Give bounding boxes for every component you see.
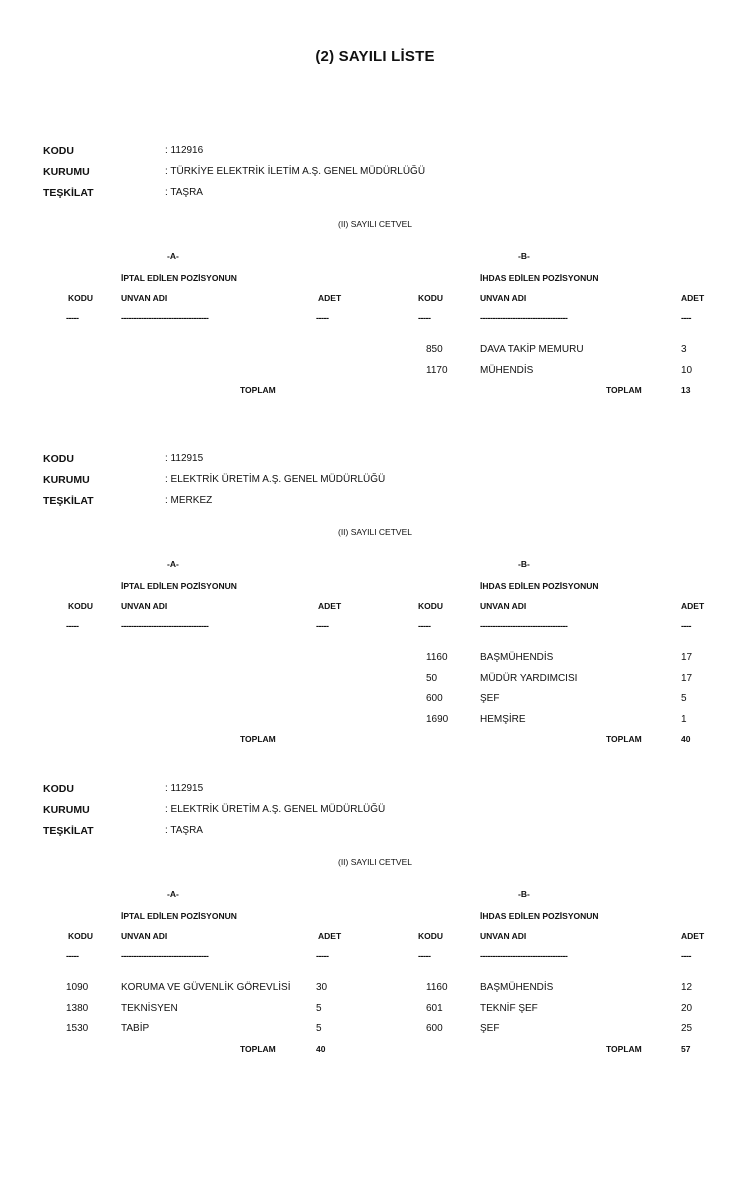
column-a-title: İPTAL EDİLEN POZİSYONUN [121, 911, 237, 921]
toplam-b-label: TOPLAM [606, 1043, 642, 1054]
toplam-b-label: TOPLAM [606, 384, 642, 395]
kodu-label: KODU [43, 783, 74, 795]
header-b-unvan: UNVAN ADI [480, 931, 527, 941]
column-a-marker: -A- [167, 559, 179, 569]
column-a-marker: -A- [167, 251, 179, 261]
b-row-kodu: 1160 [426, 652, 448, 663]
header-b-unvan: UNVAN ADI [480, 293, 527, 303]
kurumu-value: : ELEKTRİK ÜRETİM A.Ş. GENEL MÜDÜRLÜĞÜ [165, 804, 386, 815]
dash-a-kodu: ----- [66, 951, 79, 961]
kurumu-value: : ELEKTRİK ÜRETİM A.Ş. GENEL MÜDÜRLÜĞÜ [165, 474, 386, 485]
toplam-a-label: TOPLAM [240, 1043, 276, 1054]
b-row-adet: 25 [681, 1023, 693, 1035]
dash-a-kodu: ----- [66, 621, 79, 631]
b-row-kodu: 600 [426, 693, 443, 705]
header-a-unvan: UNVAN ADI [121, 931, 168, 941]
toplam-a-label: TOPLAM [240, 734, 276, 745]
header-a-adet: ADET [318, 931, 342, 941]
kodu-value: : 112915 [165, 453, 204, 464]
dash-a-unvan: ----------------------------------- [121, 313, 209, 323]
b-row-kodu: 601 [426, 1002, 443, 1014]
a-row-adet: 5 [316, 1023, 322, 1035]
header-b-adet: ADET [681, 293, 705, 303]
page-title: (2) SAYILI LİSTE [315, 48, 435, 65]
dash-b-unvan: ----------------------------------- [480, 313, 568, 323]
teskilat-label: TEŞKİLAT [43, 187, 94, 199]
header-b-kodu: KODU [418, 293, 444, 303]
dash-a-adet: ----- [316, 951, 329, 961]
teskilat-value: : MERKEZ [165, 495, 213, 506]
header-a-unvan: UNVAN ADI [121, 601, 168, 611]
b-row-unvan: ŞEF [480, 693, 500, 705]
header-b-unvan: UNVAN ADI [480, 601, 527, 611]
b-row-adet: 1 [681, 714, 687, 726]
column-b-title: İHDAS EDİLEN POZİSYONUN [480, 581, 599, 591]
toplam-b-value: 13 [681, 384, 691, 395]
b-row-adet: 12 [681, 982, 693, 993]
kurumu-value: : TÜRKİYE ELEKTRİK İLETİM A.Ş. GENEL MÜDÜRLÜĞÜ [165, 166, 426, 177]
b-row-kodu: 600 [426, 1023, 443, 1035]
dash-b-kodu: ----- [418, 313, 431, 323]
b-row-unvan: MÜDÜR YARDIMCISI [480, 672, 578, 684]
dash-b-kodu: ----- [418, 951, 431, 961]
dash-b-adet: ---- [681, 951, 691, 961]
dash-a-adet: ----- [316, 621, 329, 631]
b-row-kodu: 1170 [426, 364, 448, 376]
b-row-adet: 3 [681, 344, 687, 355]
b-row-kodu: 850 [426, 344, 443, 355]
kurumu-label: KURUMU [43, 474, 90, 486]
column-a-title: İPTAL EDİLEN POZİSYONUN [121, 581, 237, 591]
toplam-b-value: 40 [681, 734, 691, 745]
dash-a-kodu: ----- [66, 313, 79, 323]
toplam-a-label: TOPLAM [240, 384, 276, 395]
kodu-value: : 112915 [165, 783, 204, 794]
b-row-kodu: 1160 [426, 982, 448, 993]
column-b-marker: -B- [518, 889, 530, 899]
dash-a-unvan: ----------------------------------- [121, 951, 209, 961]
dash-b-adet: ---- [681, 313, 691, 323]
cetvel-title: (II) SAYILI CETVEL [337, 857, 412, 867]
dash-b-unvan: ----------------------------------- [480, 951, 568, 961]
header-b-adet: ADET [681, 601, 705, 611]
a-row-kodu: 1090 [66, 982, 89, 993]
b-row-adet: 17 [681, 672, 693, 684]
column-b-title: İHDAS EDİLEN POZİSYONUN [480, 911, 599, 921]
a-row-unvan: KORUMA VE GÜVENLİK GÖREVLİSİ [121, 982, 291, 993]
header-a-kodu: KODU [68, 293, 94, 303]
kurumu-label: KURUMU [43, 804, 90, 816]
b-row-unvan: MÜHENDİS [480, 364, 534, 376]
a-row-kodu: 1530 [66, 1023, 89, 1035]
header-b-kodu: KODU [418, 601, 444, 611]
header-a-adet: ADET [318, 601, 342, 611]
dash-a-unvan: ----------------------------------- [121, 621, 209, 631]
a-row-kodu: 1380 [66, 1002, 89, 1014]
b-row-unvan: TEKNİF ŞEF [480, 1002, 538, 1014]
toplam-b-value: 57 [681, 1043, 691, 1054]
dash-b-adet: ---- [681, 621, 691, 631]
teskilat-value: : TAŞRA [165, 187, 203, 198]
b-row-unvan: BAŞMÜHENDİS [480, 652, 554, 663]
header-a-unvan: UNVAN ADI [121, 293, 168, 303]
a-row-adet: 30 [316, 982, 328, 993]
b-row-adet: 17 [681, 652, 693, 663]
kurumu-label: KURUMU [43, 166, 90, 178]
header-b-kodu: KODU [418, 931, 444, 941]
b-row-unvan: DAVA TAKİP MEMURU [480, 344, 584, 355]
teskilat-value: : TAŞRA [165, 825, 203, 836]
column-b-title: İHDAS EDİLEN POZİSYONUN [480, 273, 599, 283]
toplam-a-value: 40 [316, 1043, 326, 1054]
column-b-marker: -B- [518, 251, 530, 261]
dash-a-adet: ----- [316, 313, 329, 323]
b-row-adet: 5 [681, 693, 687, 705]
header-a-adet: ADET [318, 293, 342, 303]
column-b-marker: -B- [518, 559, 530, 569]
b-row-adet: 10 [681, 364, 693, 376]
dash-b-unvan: ----------------------------------- [480, 621, 568, 631]
dash-b-kodu: ----- [418, 621, 431, 631]
b-row-unvan: ŞEF [480, 1023, 500, 1035]
b-row-kodu: 50 [426, 672, 438, 684]
teskilat-label: TEŞKİLAT [43, 825, 94, 837]
header-a-kodu: KODU [68, 931, 94, 941]
a-row-unvan: TEKNİSYEN [121, 1002, 178, 1014]
kodu-label: KODU [43, 145, 74, 157]
column-a-title: İPTAL EDİLEN POZİSYONUN [121, 273, 237, 283]
b-row-unvan: BAŞMÜHENDİS [480, 982, 554, 993]
column-a-marker: -A- [167, 889, 179, 899]
header-a-kodu: KODU [68, 601, 94, 611]
b-row-kodu: 1690 [426, 714, 449, 726]
header-b-adet: ADET [681, 931, 705, 941]
teskilat-label: TEŞKİLAT [43, 495, 94, 507]
kodu-value: : 112916 [165, 145, 204, 156]
toplam-b-label: TOPLAM [606, 734, 642, 745]
cetvel-title: (II) SAYILI CETVEL [337, 527, 412, 537]
a-row-unvan: TABİP [121, 1023, 150, 1035]
kodu-label: KODU [43, 453, 74, 465]
cetvel-title: (II) SAYILI CETVEL [337, 219, 412, 229]
b-row-unvan: HEMŞİRE [480, 714, 526, 726]
b-row-adet: 20 [681, 1002, 693, 1014]
a-row-adet: 5 [316, 1002, 322, 1014]
